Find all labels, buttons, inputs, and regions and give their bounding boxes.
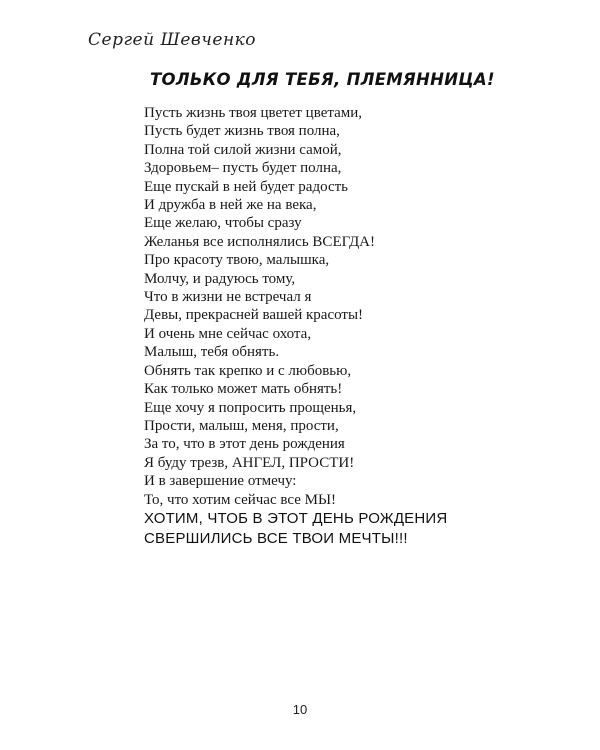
- page-number: 10: [292, 702, 308, 717]
- poem-line: За то, что в этот день рождения: [144, 436, 345, 453]
- poem-line: Полна той силой жизни самой,: [144, 141, 342, 158]
- poem-line: Обнять так крепко и с любовью,: [144, 362, 352, 379]
- poem-line: И дружба в ней же на века,: [144, 197, 317, 214]
- author-name: Сергей Шевченко: [88, 30, 257, 50]
- poem-title: ТОЛЬКО ДЛЯ ТЕБЯ, ПЛЕМЯННИЦА!: [150, 70, 495, 89]
- poem-line: То, что хотим сейчас все МЫ!: [144, 491, 337, 508]
- poem-line: Что в жизни не встречал я: [144, 289, 312, 306]
- poem-line: Прости, малыш, меня, прости,: [144, 417, 339, 434]
- poem-line: Девы, прекрасней вашей красоты!: [144, 307, 364, 324]
- poem-line: И в завершение отмечу:: [144, 473, 297, 490]
- poem-line: Как только может мать обнять!: [144, 381, 343, 398]
- poem-line: Про красоту твою, малышка,: [144, 252, 330, 269]
- poem-line: Еще желаю, чтобы сразу: [144, 215, 302, 232]
- poem-line: Я буду трезв, АНГЕЛ, ПРОСТИ!: [144, 454, 355, 471]
- poem-line: Здоровьем– пусть будет полна,: [144, 160, 342, 177]
- poem-line: Еще хочу я попросить прощенья,: [144, 399, 357, 416]
- poem-line: Малыш, тебя обнять.: [144, 344, 280, 361]
- poem-line: Пусть жизнь твоя цветет цветами,: [144, 105, 363, 121]
- poem-line: Пусть будет жизнь твоя полна,: [144, 123, 340, 140]
- poem-body: [144, 104, 484, 550]
- poem-finale-line: СВЕРШИЛИСЬ ВСЕ ТВОИ МЕЧТЫ!!!: [144, 530, 408, 548]
- poem-finale-line: ХОТИМ, ЧТОБ В ЭТОТ ДЕНЬ РОЖДЕНИЯ: [144, 509, 448, 527]
- poem-line: Еще пускай в ней будет радость: [144, 178, 349, 195]
- poem-line: Молчу, и радуюсь тому,: [144, 270, 296, 287]
- poem-line: И очень мне сейчас охота,: [144, 325, 312, 342]
- poem-line: Желанья все исполнялись ВСЕГДА!: [144, 233, 376, 250]
